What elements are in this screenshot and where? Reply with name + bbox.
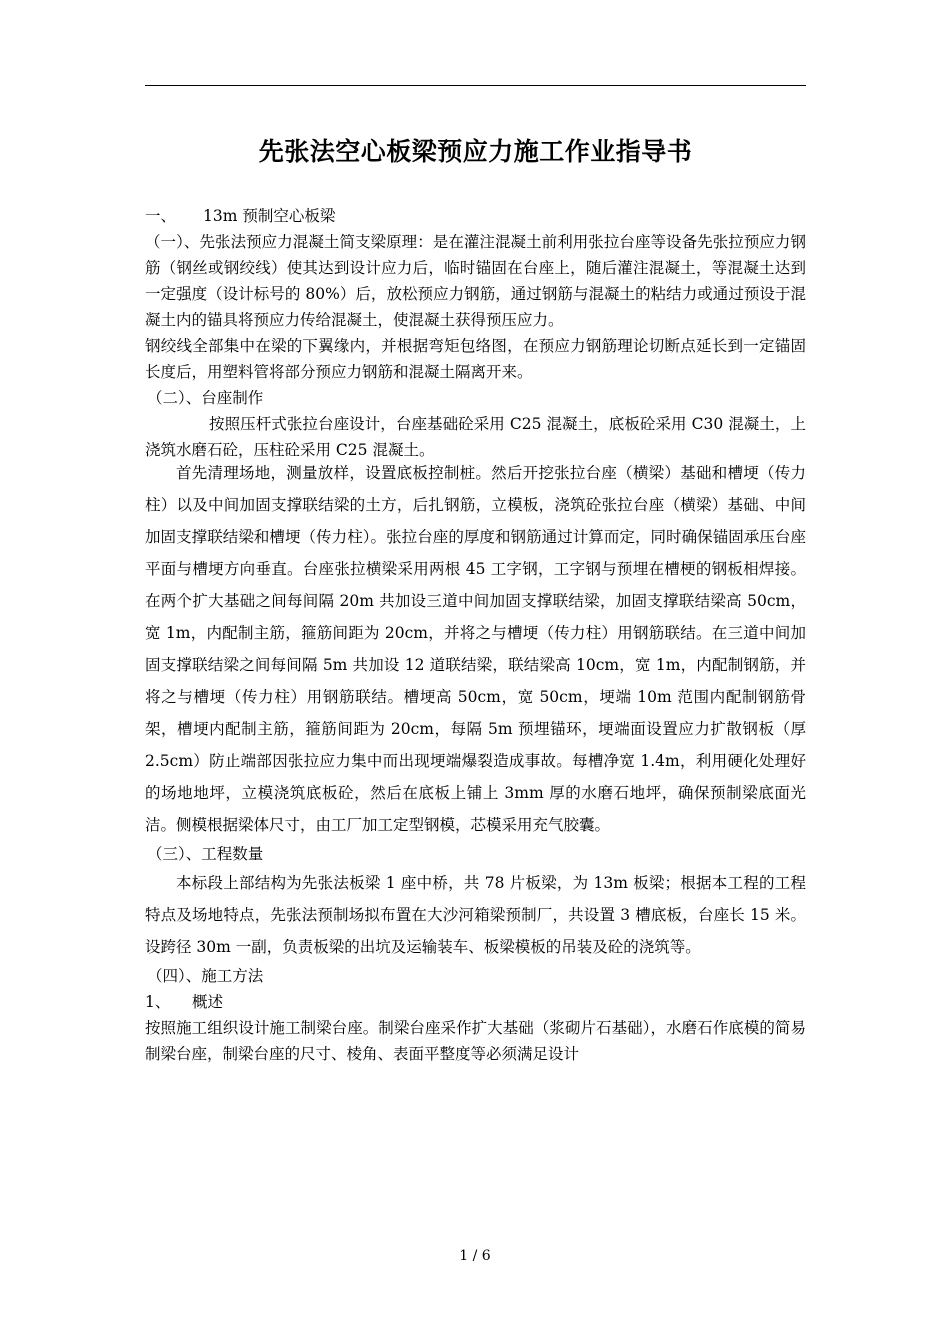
document-body bbox=[145, 203, 806, 1067]
document-title: 先张法空心板梁预应力施工作业指导书 bbox=[258, 137, 693, 166]
subsection-title: 概述 bbox=[192, 993, 224, 1011]
paragraph-strands: 钢绞线全部集中在梁的下翼缘内，并根据弯矩包络图，在预应力钢筋理论切断点延长到一定锚固长度后，用塑料管将部分预应力钢筋和混凝土隔离开来。 bbox=[145, 337, 806, 381]
paragraph-principle: （一）、先张法预应力混凝土简支梁原理：是在灌注混凝土前利用张拉台座等设备先张拉预应力钢筋（钢丝或钢绞线）使其达到设计应力后，临时锚固在台座上，随后灌注混凝土，等混凝土达到一定强度（设计标号的 80%）后，放松预应力钢筋，通过钢筋与混凝土的粘结力或通过预设于混凝土内的锚具将预应力传给混凝土，使混凝土获得预压应力。 bbox=[145, 233, 806, 329]
subheading-quantity: （三）、工程数量 bbox=[147, 845, 264, 863]
section-heading-1 bbox=[145, 203, 806, 229]
paragraph-overview: 按照施工组织设计施工制梁台座。制梁台座采作扩大基础（浆砌片石基础），水磨石作底模的简易制梁台座，制梁台座的尺寸、棱角、表面平整度等必须满足设计 bbox=[145, 1019, 806, 1063]
paragraph-pedestal-design: 按照压杆式张拉台座设计，台座基础砼采用 C25 混凝土，底板砼采用 C30 混凝土，上浇筑水磨石砼，压柱砼采用 C25 混凝土。 bbox=[145, 415, 806, 459]
paragraph-quantity: 本标段上部结构为先张法板梁 1 座中桥，共 78 片板梁，为 13m 板梁；根据本工程的工程特点及场地特点，先张法预制场拟布置在大沙河箱梁预制厂，共设置 3 槽底板，台座长 15 米。设跨径 30m 一副，负责板梁的出坑及运输装车、板梁模板的吊装及砼的浇筑等。 bbox=[145, 874, 806, 956]
subsection-heading bbox=[145, 989, 806, 1015]
section-number: 一、 bbox=[145, 207, 177, 225]
header-rule bbox=[145, 85, 806, 86]
subsection-number: 1、 bbox=[145, 993, 171, 1011]
paragraph-pedestal-construction: 首先清理场地，测量放样，设置底板控制桩。然后开挖张拉台座（横梁）基础和槽埂（传力柱）以及中间加固支撑联结梁的土方，后扎钢筋，立模板，浇筑砼张拉台座（横梁）基础、中间加固支撑联结梁和槽埂（传力柱）。张拉台座的厚度和钢筋通过计算而定，同时确保锚固承压台座平面与槽埂方向垂直。台座张拉横梁采用两根 45 工字钢，工字钢与预埋在槽梗的钢板相焊接。在两个扩大基础之间每间隔 20m 共加设三道中间加固支撑联结梁，加固支撑联结梁高 50cm，宽 1m，内配制主筋，箍筋间距为 20cm，并将之与槽埂（传力柱）用钢筋联结。在三道中间加固支撑联结梁之间每间隔 5m 共加设 12 道联结梁，联结梁高 10cm，宽 1m，内配制钢筋，并将之与槽埂（传力柱）用钢筋联结。槽埂高 50cm，宽 50cm，埂端 10m 范围内配制钢筋骨架，槽埂内配制主筋，箍筋间距为 20cm，每隔 5m 预埋锚环，埂端面设置应力扩散钢板（厚 2.5cm）防止端部因张拉应力集中而出现埂端爆裂造成事故。每槽净宽 1.4m，利用硬化处理好的场地地坪，立模浇筑底板砼，然后在底板上铺上 3mm 厚的水磨石地坪，确保预制梁底面光洁。侧模根据梁体尺寸，由工厂加工定型钢模，芯模采用充气胶囊。 bbox=[145, 464, 806, 834]
subheading-pedestal: （二）、台座制作 bbox=[147, 389, 264, 407]
section-title: 13m 预制空心板梁 bbox=[203, 207, 336, 225]
page-number: 1 / 6 bbox=[459, 1248, 491, 1264]
subheading-method: （四）、施工方法 bbox=[147, 967, 264, 985]
